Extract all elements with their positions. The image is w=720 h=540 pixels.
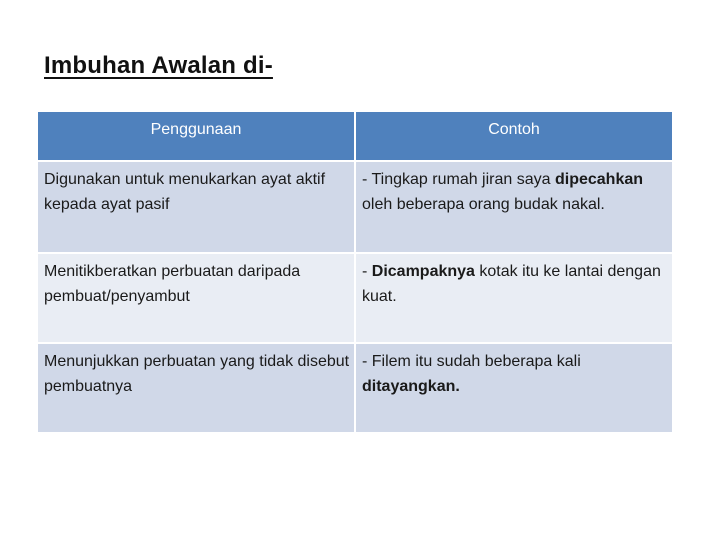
- header-usage: Penggunaan: [37, 111, 355, 161]
- usage-cell: Menitikberatkan perbuatan daripada pembuat/penyambut: [37, 253, 355, 343]
- usage-cell: Digunakan untuk menukarkan ayat aktif kepada ayat pasif: [37, 161, 355, 253]
- example-cell: [355, 343, 673, 433]
- example-cell: [355, 253, 673, 343]
- table-header-row: [37, 111, 673, 161]
- example-text: kotak itu ke lantai dengan kuat.: [362, 263, 661, 305]
- header-example: Contoh: [355, 111, 673, 161]
- usage-cell: Menunjukkan perbuatan yang tidak disebut pembuatnya: [37, 343, 355, 433]
- example-keyword: Dicampaknya: [371, 263, 475, 280]
- example-cell: [355, 161, 673, 253]
- example-text: oleh beberapa orang budak nakal.: [362, 195, 605, 213]
- example-keyword: dipecahkan: [554, 171, 644, 188]
- usage-table: [36, 110, 674, 434]
- example-text: - Filem itu sudah beberapa kali: [362, 353, 581, 370]
- table-row: [37, 343, 673, 433]
- table-row: [37, 161, 673, 253]
- example-text: -: [362, 263, 372, 280]
- table-row: [37, 253, 673, 343]
- example-text: - Tingkap rumah jiran saya: [362, 171, 555, 188]
- example-keyword: ditayangkan.: [362, 377, 460, 395]
- slide-title: Imbuhan Awalan di-: [44, 52, 273, 79]
